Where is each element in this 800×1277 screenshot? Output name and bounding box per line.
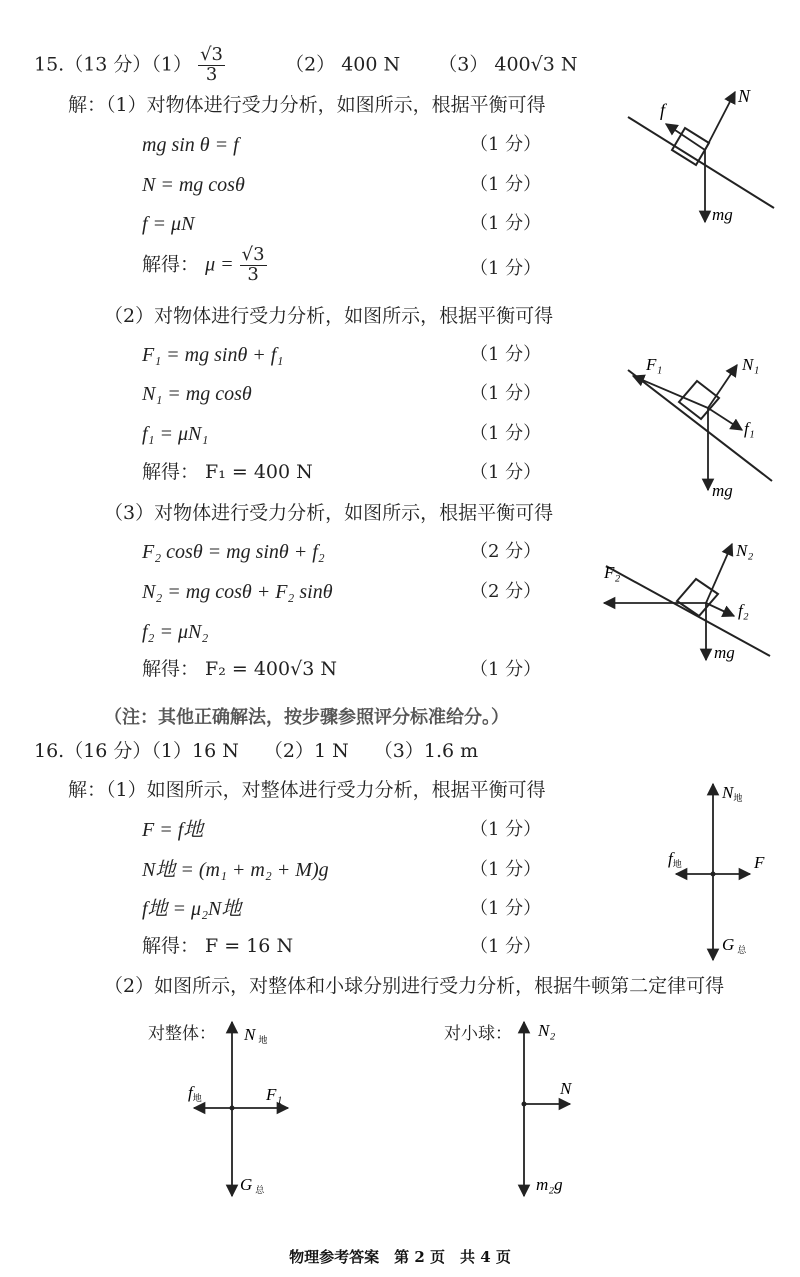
q15-p2-pts1: （1 分）: [470, 344, 542, 365]
label-mg: mg: [712, 205, 733, 224]
normal-force-arrow: [708, 365, 737, 408]
q15-p3-pts2: （2 分）: [470, 581, 542, 602]
q15-p2-pts4: （1 分）: [470, 462, 542, 483]
label-N: N地: [722, 783, 743, 803]
q16-p1-pts4: （1 分）: [470, 936, 542, 957]
page-footer: 物理参考答案 第 2 页 共 4 页: [289, 1248, 511, 1266]
label-N2: N₂: [736, 541, 754, 560]
q16-p1-pts2: （1 分）: [470, 859, 542, 880]
label-f: f: [660, 100, 666, 120]
q15-grading-note: （注：其他正确解法，按步骤参照评分标准给分。）: [104, 707, 509, 728]
q15-p3-pts4: （1 分）: [470, 659, 542, 680]
block: [672, 128, 709, 165]
incline-surface: [628, 117, 774, 208]
q15-p3-eq4: 解得： F₂ = 400√3 N: [142, 658, 337, 680]
label-m2g: m₂g: [536, 1175, 563, 1194]
q16-intro1: 解：（1）如图所示，对整体进行受力分析，根据平衡可得: [68, 779, 546, 801]
q15-p2-eq3: f₁ = μN₁: [142, 423, 209, 445]
q15-p3-eq2: N₂ = mg cosθ + F₂ sinθ: [142, 581, 333, 603]
label-F: F: [754, 853, 765, 872]
q15-p2-eq4: 解得： F₁ = 400 N: [142, 461, 313, 483]
q15-mu-fraction: $\frac{√3}{3}$: [241, 244, 265, 285]
q16-ball-diagram: [500, 1016, 600, 1202]
q16-diagram1: [660, 778, 780, 964]
label-f: f地: [188, 1083, 202, 1103]
label-f: f地: [668, 849, 682, 869]
q16-intro2: （2）如图所示，对整体和小球分别进行受力分析，根据牛顿第二定律可得: [104, 975, 725, 997]
block: [677, 579, 718, 616]
q15-p3-eq1: F₂ cosθ = mg sinθ + f₂: [142, 541, 325, 563]
q16-ball-label: 对小球：: [444, 1024, 512, 1044]
q15-p2-pts2: （1 分）: [470, 383, 542, 404]
q16-p1-eq1: F = f地: [142, 819, 204, 841]
q15-p1-eq2: N = mg cosθ: [142, 174, 245, 196]
label-mg: mg: [714, 643, 735, 662]
q16-p1-pts3: （1 分）: [470, 898, 542, 919]
q15-p1-eq1: mg sin θ = f: [142, 134, 239, 156]
q15-p1-pts4: （1 分）: [470, 258, 542, 279]
q15-header: 15.（13 分）（1） $\frac{√3}{3}$ （2） 400 N （3） 400√3 N: [34, 44, 578, 85]
q15-p1-result: 解得： μ = $\frac{√3}{3}$: [142, 244, 265, 285]
center-point: [522, 1102, 527, 1107]
label-F2: F₂: [604, 563, 621, 582]
center-point: [230, 1106, 235, 1111]
normal-force-arrow: [705, 92, 735, 150]
label-N1: N₁: [742, 355, 760, 374]
label-F1: F₁: [646, 355, 663, 374]
label-N: N: [560, 1079, 572, 1098]
q15-diagram3: [596, 538, 780, 666]
q15-p3-eq3: f₂ = μN₂: [142, 621, 209, 643]
q15-diagram1: [620, 82, 780, 232]
label-N: N地: [244, 1025, 268, 1045]
q16-header: 16.（16 分）（1）16 N （2）1 N （3）1.6 m: [34, 740, 479, 762]
q16-whole-label: 对整体：: [148, 1024, 216, 1044]
q15-intro2: （2）对物体进行受力分析，如图所示，根据平衡可得: [104, 305, 554, 327]
q15-p3-pts1: （2 分）: [470, 541, 542, 562]
center-point: [711, 872, 716, 877]
q15-p1-pts3: （1 分）: [470, 213, 542, 234]
label-G: G总: [240, 1175, 265, 1195]
q16-p1-eq4: 解得： F = 16 N: [142, 935, 294, 957]
q15-p1-eq3: f = μN: [142, 213, 195, 235]
q15-p2-eq2: N₁ = mg cosθ: [142, 383, 252, 405]
q15-p1-pts1: （1 分）: [470, 134, 542, 155]
q16-p1-eq3: f地 = μ₂N地: [142, 898, 242, 920]
q16-p1-eq2: N地 = (m₁ + m₂ + M)g: [142, 859, 329, 881]
q15-p2-eq1: F₁ = mg sinθ + f₁: [142, 344, 284, 366]
label-f1: f₁: [744, 419, 755, 438]
q15-p1-pts2: （1 分）: [470, 174, 542, 195]
q15-p2-pts3: （1 分）: [470, 423, 542, 444]
label-F1: F₁: [266, 1085, 283, 1104]
label-mg: mg: [712, 481, 733, 500]
label-N: N: [738, 86, 751, 106]
q16-whole-diagram: [180, 1016, 310, 1202]
friction-force-arrow: [708, 408, 742, 430]
label-f2: f₂: [738, 601, 749, 620]
label-N2: N₂: [538, 1021, 556, 1040]
q15-intro1: 解：（1）对物体进行受力分析，如图所示，根据平衡可得: [68, 94, 546, 116]
q15-diagram2: [620, 350, 780, 502]
label-G: G总: [722, 935, 747, 955]
friction-force-arrow: [706, 603, 734, 616]
q15-intro3: （3）对物体进行受力分析，如图所示，根据平衡可得: [104, 502, 554, 524]
q16-p1-pts1: （1 分）: [470, 819, 542, 840]
q15-answer1-fraction: $\frac{√3}{3}$: [200, 44, 223, 85]
